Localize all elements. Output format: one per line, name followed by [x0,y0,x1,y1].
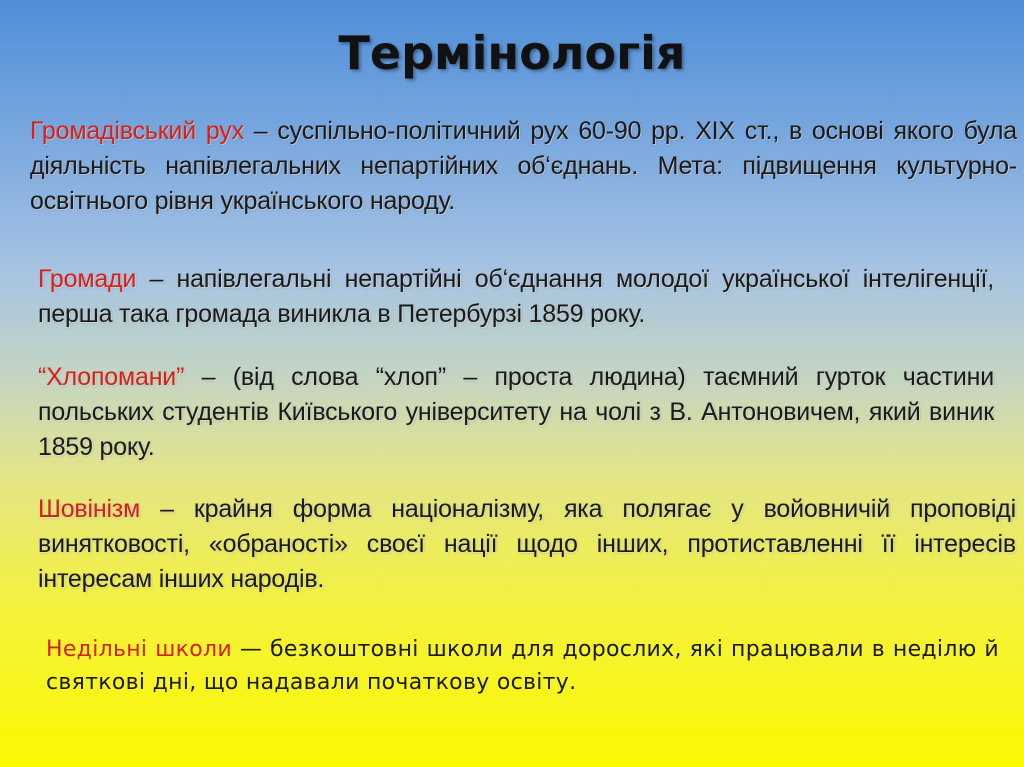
term-label: Громади [38,265,137,293]
term-definition: – суспільно-політичний рух 60-90 рр. XIX ст., в основі якого була діяльність напівлегальних непартійних об‘єднань. Мета: підвищення культурно-освітнього рівня українського народу. [30,117,1017,215]
term-definition: – напівлегальні непартійні об‘єднання молодої української інтелігенції, перша така громада виникла в Петербурзі 1859 року. [38,265,994,328]
term-entry-hromady [38,262,994,332]
term-entry-shovinizm [38,492,1016,597]
term-entry-nedilni-shkoly [46,633,999,699]
term-label: Громадівський рух [30,117,244,145]
term-definition: — безкоштовні школи для дорослих, які працювали в неділю й святкові дні, що надавали початкову освіту. [46,637,1000,695]
term-definition: – крайня форма націоналізму, яка полягає у войовничій проповіді винятковості, «обраності» своєї нації щодо інших, протиставленні її інтересів інтересам інших народів. [38,495,1016,593]
term-label: Шовінізм [38,495,141,523]
term-label: Недільні школи [46,637,232,662]
term-definition: – (від слова “хлоп” – проста людина) таємний гурток частини польських студентів Київського університету на чолі з В. Антоновичем, який виник 1859 року. [38,363,994,461]
term-label: “Хлопомани” [38,363,185,391]
term-entry-hromadivskyi-rukh [30,114,1017,219]
slide-title: Термінологія [338,26,686,80]
term-entry-khlopomany [38,360,994,465]
